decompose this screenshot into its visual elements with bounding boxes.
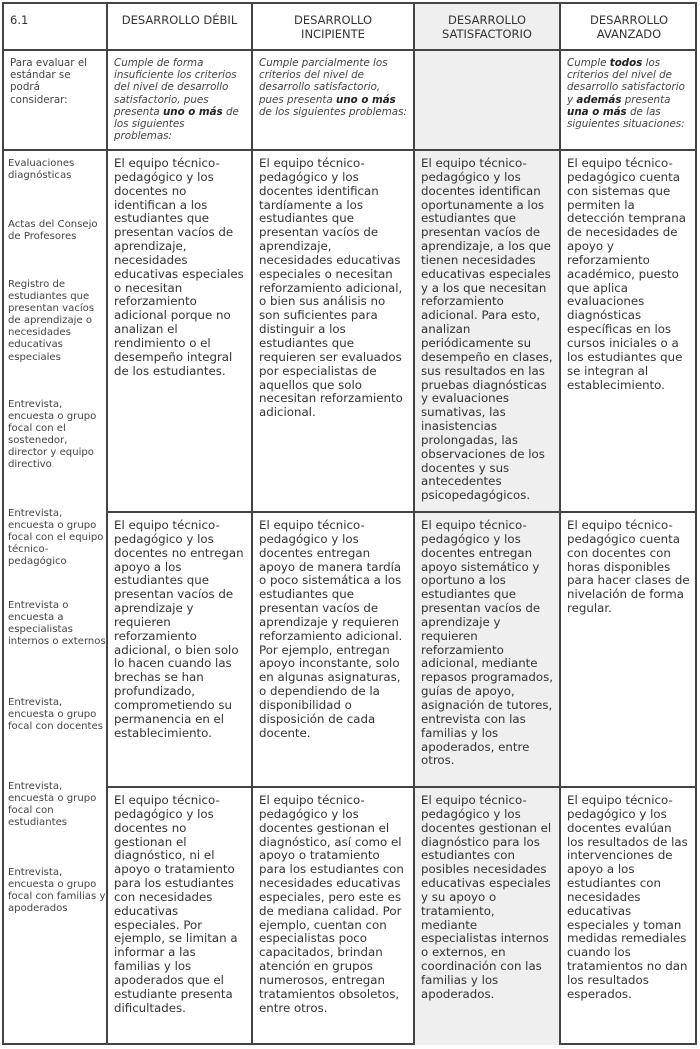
criterion-satisfactorio: El equipo técnico-pedagógico y los docentes gestionan el diagnóstico para los estudiantes con posibles necesidades educativas especiales y su apoyo o tratamiento, mediante especialistas internos o externos, en coordinación con las familias y los apoderados. xyxy=(421,793,552,1001)
criterion-incipiente: El equipo técnico-pedagógico y los docentes identifican tardíamente a los estudiantes que presentan vacíos de aprendizaje, necesidades educativas especiales o necesitan reforzamiento adicional, o bien sus análisis no son suficientes para distinguir a los estudiantes que requieren ser evaluados por especialistas de aquellos que solo necesitan reforzamiento adicional. xyxy=(259,156,403,420)
source-item: Actas del Consejo de Profesores xyxy=(8,219,98,243)
criterion-avanzado: El equipo técnico-pedagógico cuenta con docentes con horas disponibles para hacer clases de nivelación de forma regular. xyxy=(567,518,690,616)
level-header-avanzado: DESARROLLO AVANZADO xyxy=(590,13,668,41)
sources-intro: Para evaluar el estándar se podrá considerar: xyxy=(10,57,88,106)
intro-emphasis: además xyxy=(576,93,622,106)
intro-debil xyxy=(108,51,251,149)
intro-text: Cumple parcialmente los criterios del nivel de desarrollo satisfactorio, pues presenta xyxy=(259,57,388,106)
intro-text: de las siguientes situaciones: xyxy=(567,105,685,131)
level-header-debil: DESARROLLO DÉBIL xyxy=(121,13,238,27)
intro-emphasis: todos xyxy=(609,57,643,69)
criterion-debil: El equipo técnico-pedagógico y los docentes no identifican a los estudiantes que presentan vacíos de aprendizaje, necesidades educativas especiales o necesitan reforzamiento adicional porque no analizan el rendimiento o el desempeño integral de los estudiantes. xyxy=(114,156,244,378)
intro-text: presenta xyxy=(621,93,671,106)
intro-text: de los siguientes problemas: xyxy=(114,105,239,143)
criterion-satisfactorio: El equipo técnico-pedagógico y los docentes identifican oportunamente a los estudiantes que presentan vacíos de aprendizaje, a los que tienen necesidades educativas especiales y a los que necesitan reforzamiento adicional. Para esto, analizan periódicamente su desempeño en clases, sus resultados en las pruebas diagnósticas y evaluaciones sumativas, las inasistencias prolongadas, las observaciones de los docentes y sus antecedentes psicopedagógicos. xyxy=(421,156,553,503)
criterion-debil: El equipo técnico-pedagógico y los docentes no entregan apoyo a los estudiantes que presentan vacíos de aprendizaje y requieren reforzamiento adicional, o bien solo lo hacen cuando las brechas se han profundizado, comprometiendo su permanencia en el establecimiento. xyxy=(114,518,244,740)
source-item: Evaluaciones diagnósticas xyxy=(8,158,75,182)
source-item: Registro de estudiantes que presentan vacíos de aprendizaje o necesidades educativas especiales xyxy=(8,279,95,363)
intro-emphasis: uno o más xyxy=(162,105,223,118)
source-item: Entrevista, encuesta o grupo focal con estudiantes xyxy=(8,781,97,829)
source-item: Entrevista, encuesta o grupo focal con docentes xyxy=(8,697,103,733)
intro-text: Cumple de forma insuficiente los criterios del nivel de desarrollo satisfactorio, pues presenta xyxy=(114,57,237,118)
standard-code: 6.1 xyxy=(10,13,29,27)
criterion-debil: El equipo técnico-pedagógico y los docentes no gestionan el diagnóstico, ni el apoyo o tratamiento para los estudiantes con necesidades educativas especiales. Por ejemplo, se limitan a informar a las familias y los apoderados que el estudiante presenta dificultades. xyxy=(114,793,238,1015)
source-item: Entrevista, encuesta o grupo focal con el sostenedor, director y equipo directivo xyxy=(8,399,97,471)
intro-incipiente xyxy=(253,51,413,149)
intro-text: Cumple xyxy=(567,57,610,69)
intro-text: los criterios del nivel de desarrollo satisfactorio y xyxy=(567,57,685,106)
level-header-satisfactorio: DESARROLLO SATISFACTORIO xyxy=(442,13,532,41)
source-item: Entrevista, encuesta o grupo focal con el equipo técnico-pedagógico xyxy=(8,508,104,568)
intro-emphasis: uno o más xyxy=(336,93,396,106)
intro-satisfactorio xyxy=(415,51,559,149)
level-header-incipiente: DESARROLLO INCIPIENTE xyxy=(294,13,372,41)
intro-avanzado xyxy=(561,51,697,149)
criterion-satisfactorio: El equipo técnico-pedagógico y los docentes entregan apoyo sistemático y oportuno a los estudiantes que presentan vacíos de aprendizaje y requieren reforzamiento adicional, mediante repasos programados, guías de apoyo, asignación de tutores, entrevista con las familias y los apoderados, entre otros. xyxy=(421,518,554,768)
source-item: Entrevista o encuesta a especialistas internos o externos xyxy=(8,600,106,648)
intro-text: de los siguientes problemas: xyxy=(259,105,407,118)
criterion-avanzado: El equipo técnico-pedagógico y los docentes evalúan los resultados de las intervenciones de apoyo a los estudiantes con necesidades educativas especiales y toman medidas remediales cuando los tratamientos no dan los resultados esperados. xyxy=(567,793,688,1001)
source-item: Entrevista, encuesta o grupo focal con familias y apoderados xyxy=(8,867,106,915)
criterion-incipiente: El equipo técnico-pedagógico y los docentes entregan apoyo de manera tardía o poco sistemática a los estudiantes que presentan vacíos de aprendizaje y requieren reforzamiento adicional. Por ejemplo, entregan apoyo inconstante, solo en algunas asignaturas, o dependiendo de la disponibilidad o disposición de cada docente. xyxy=(259,518,403,740)
criterion-incipiente: El equipo técnico-pedagógico y los docentes gestionan el diagnóstico, así como el apoyo o tratamiento para los estudiantes con necesidades educativas especiales, pero este es de mediana calidad. Por ejemplo, cuentan con especialistas poco capacitados, brindan atención en grupos numerosos, entregan tratamientos obsoletos, entre otros. xyxy=(259,793,404,1015)
criterion-avanzado: El equipo técnico-pedagógico cuenta con sistemas que permiten la detección temprana de necesidades de apoyo y reforzamiento académico, puesto que aplica evaluaciones diagnósticas específicas en los cursos iniciales o a los estudiantes que se integran al establecimiento. xyxy=(567,156,686,392)
intro-emphasis: una o más xyxy=(567,105,627,118)
